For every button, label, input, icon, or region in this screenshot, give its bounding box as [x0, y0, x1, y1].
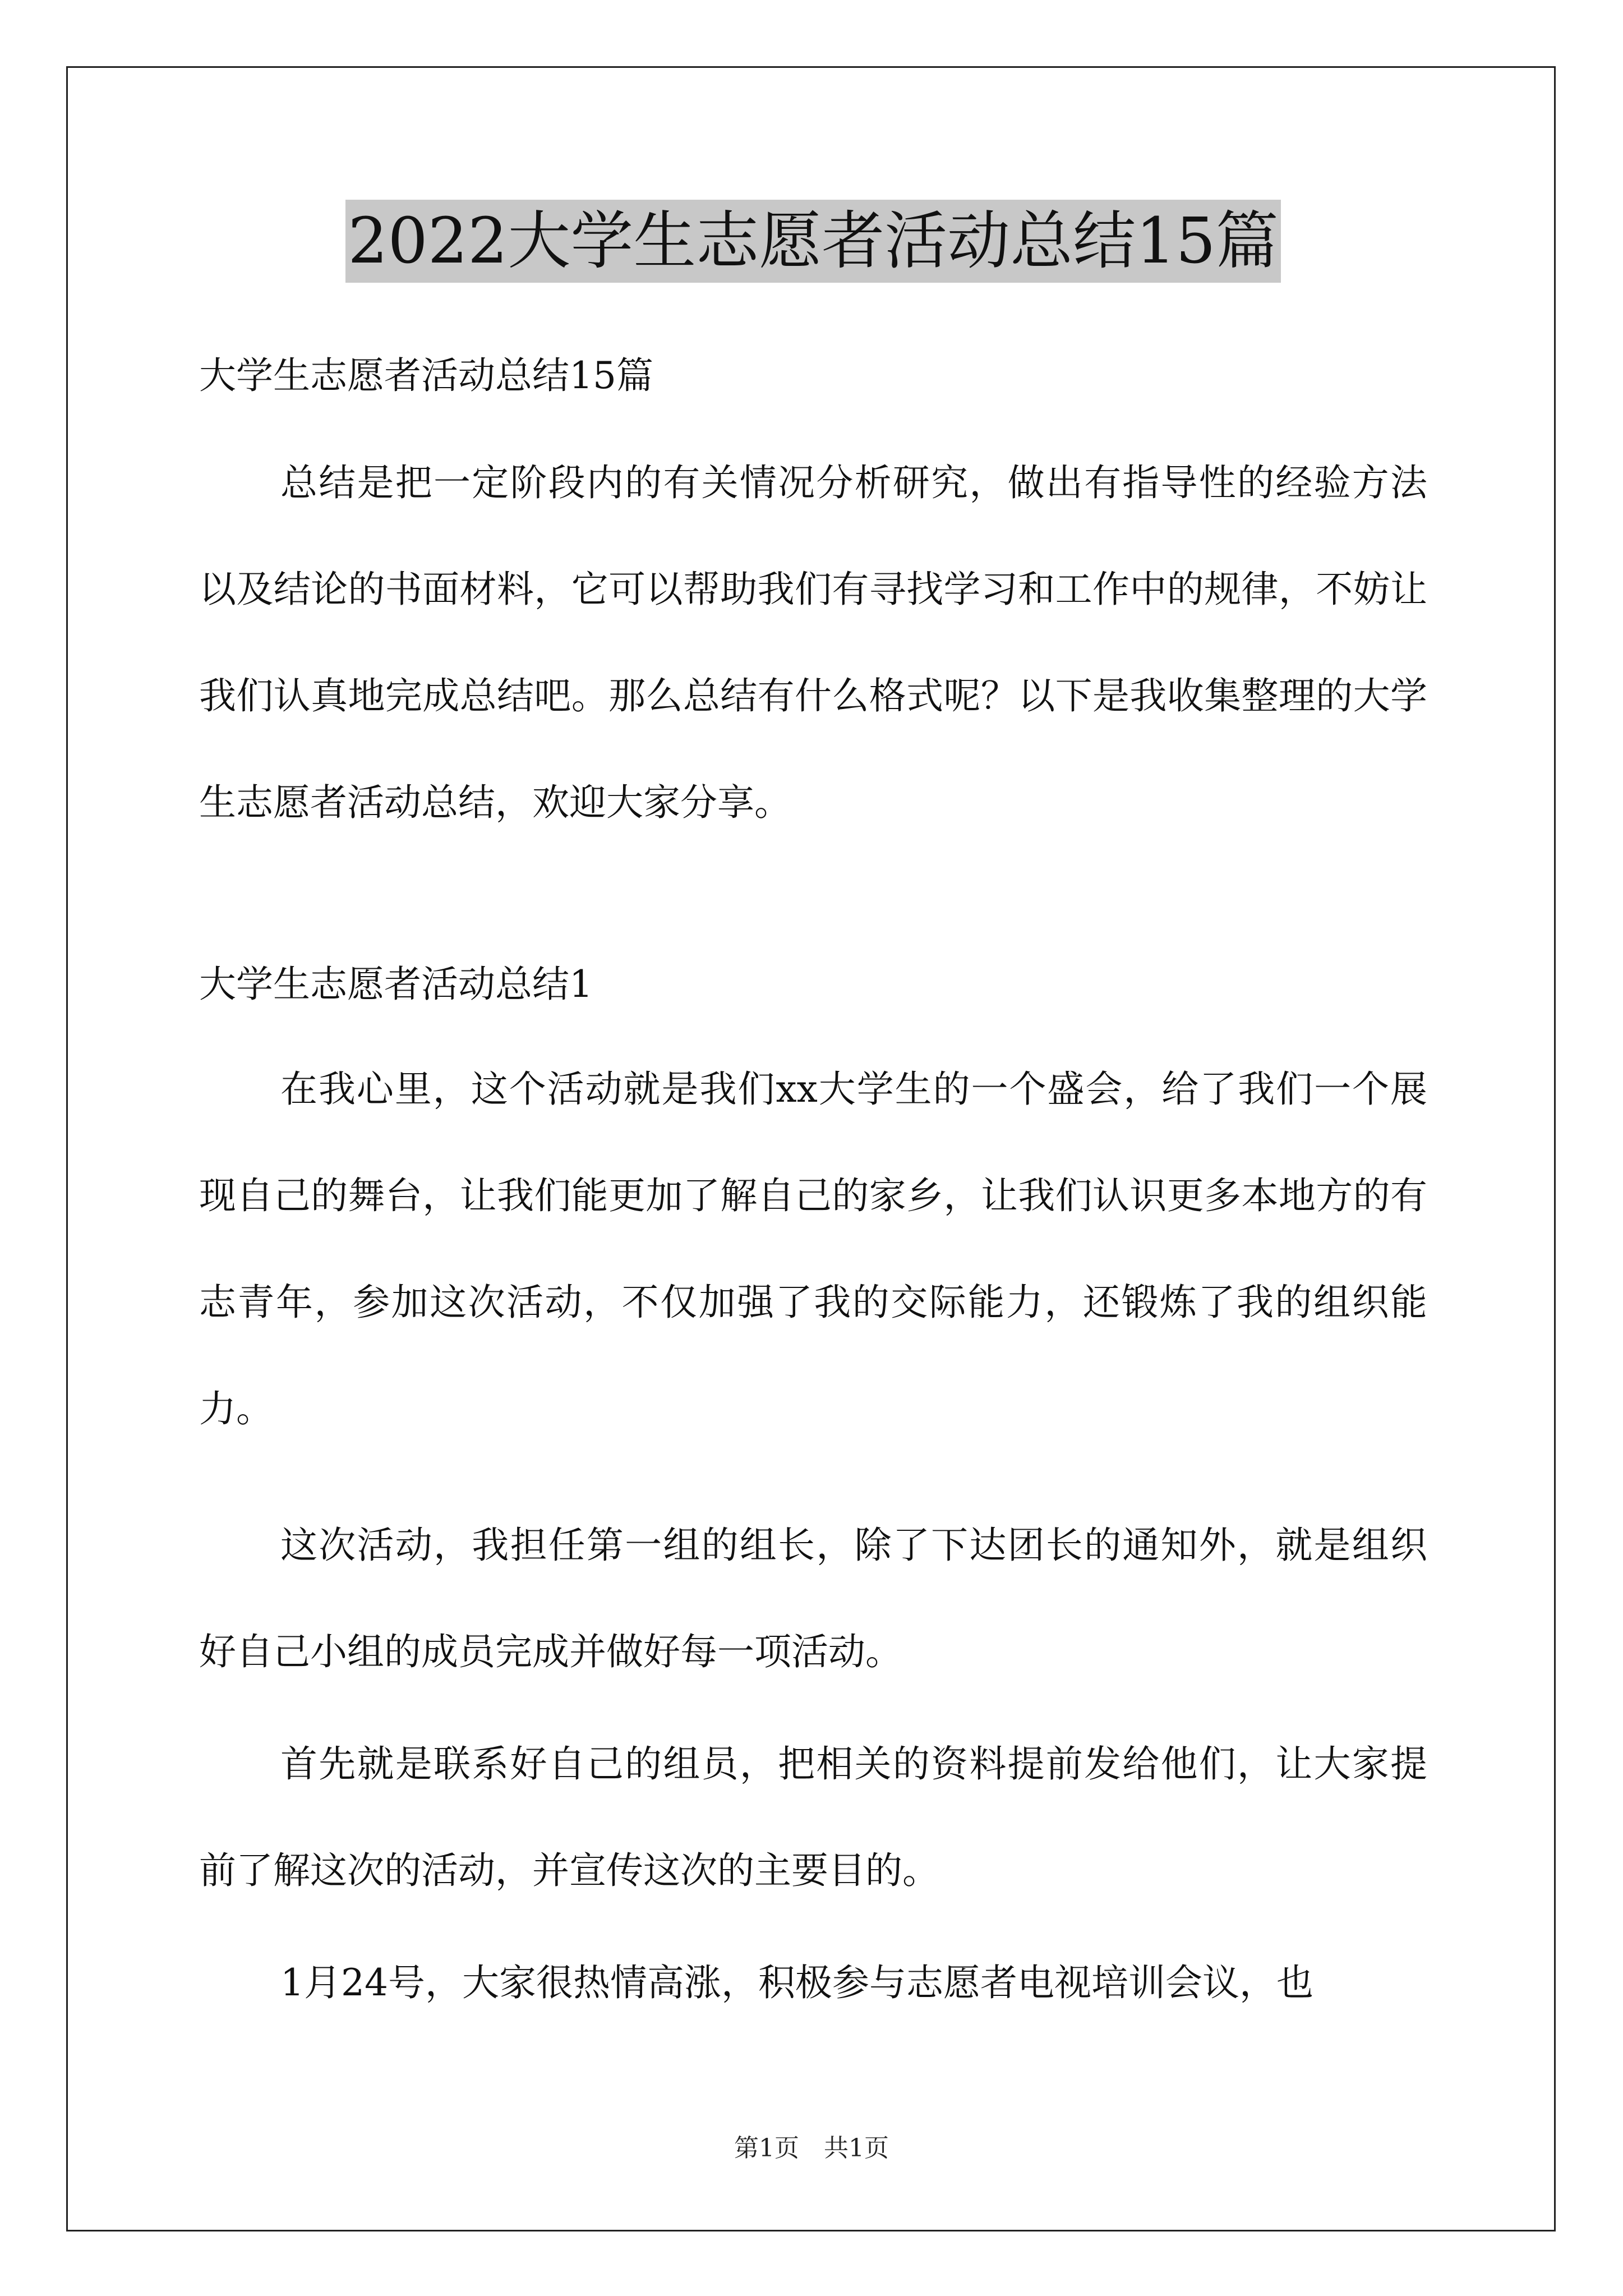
title-container	[199, 200, 1427, 283]
document-body	[199, 0, 1427, 2296]
section-paragraph: 首先就是联系好自己的组员，把相关的资料提前发给他们，让大家提前了解这次的活动，并宣传这次的主要目的。	[199, 1742, 1427, 1892]
section-heading: 大学生志愿者活动总结1	[199, 963, 593, 1006]
page-footer: 第1页 共1页	[734, 2134, 889, 2162]
section-paragraph: 这次活动，我担任第一组的组长，除了下达团长的通知外，就是组织好自己小组的成员完成并做好每一项活动。	[199, 1524, 1427, 1673]
section-paragraph: 1月24号，大家很热情高涨，积极参与志愿者电视培训会议，也	[280, 1961, 1313, 2004]
intro-paragraph: 总结是把一定阶段内的有关情况分析研究，做出有指导性的经验方法以及结论的书面材料，它可以帮助我们有寻找学习和工作中的规律，不妨让我们认真地完成总结吧。那么总结有什么格式呢？以下是我收集整理的大学生志愿者活动总结，欢迎大家分享。	[199, 461, 1427, 824]
document-title: 2022大学生志愿者活动总结15篇	[345, 200, 1281, 283]
section-paragraph: 在我心里，这个活动就是我们xx大学生的一个盛会，给了我们一个展现自己的舞台，让我们能更加了解自己的家乡，让我们认识更多本地方的有志青年，参加这次活动，不仅加强了我的交际能力，还锻炼了我的组织能力。	[199, 1068, 1427, 1430]
document-subtitle: 大学生志愿者活动总结15篇	[199, 354, 653, 397]
